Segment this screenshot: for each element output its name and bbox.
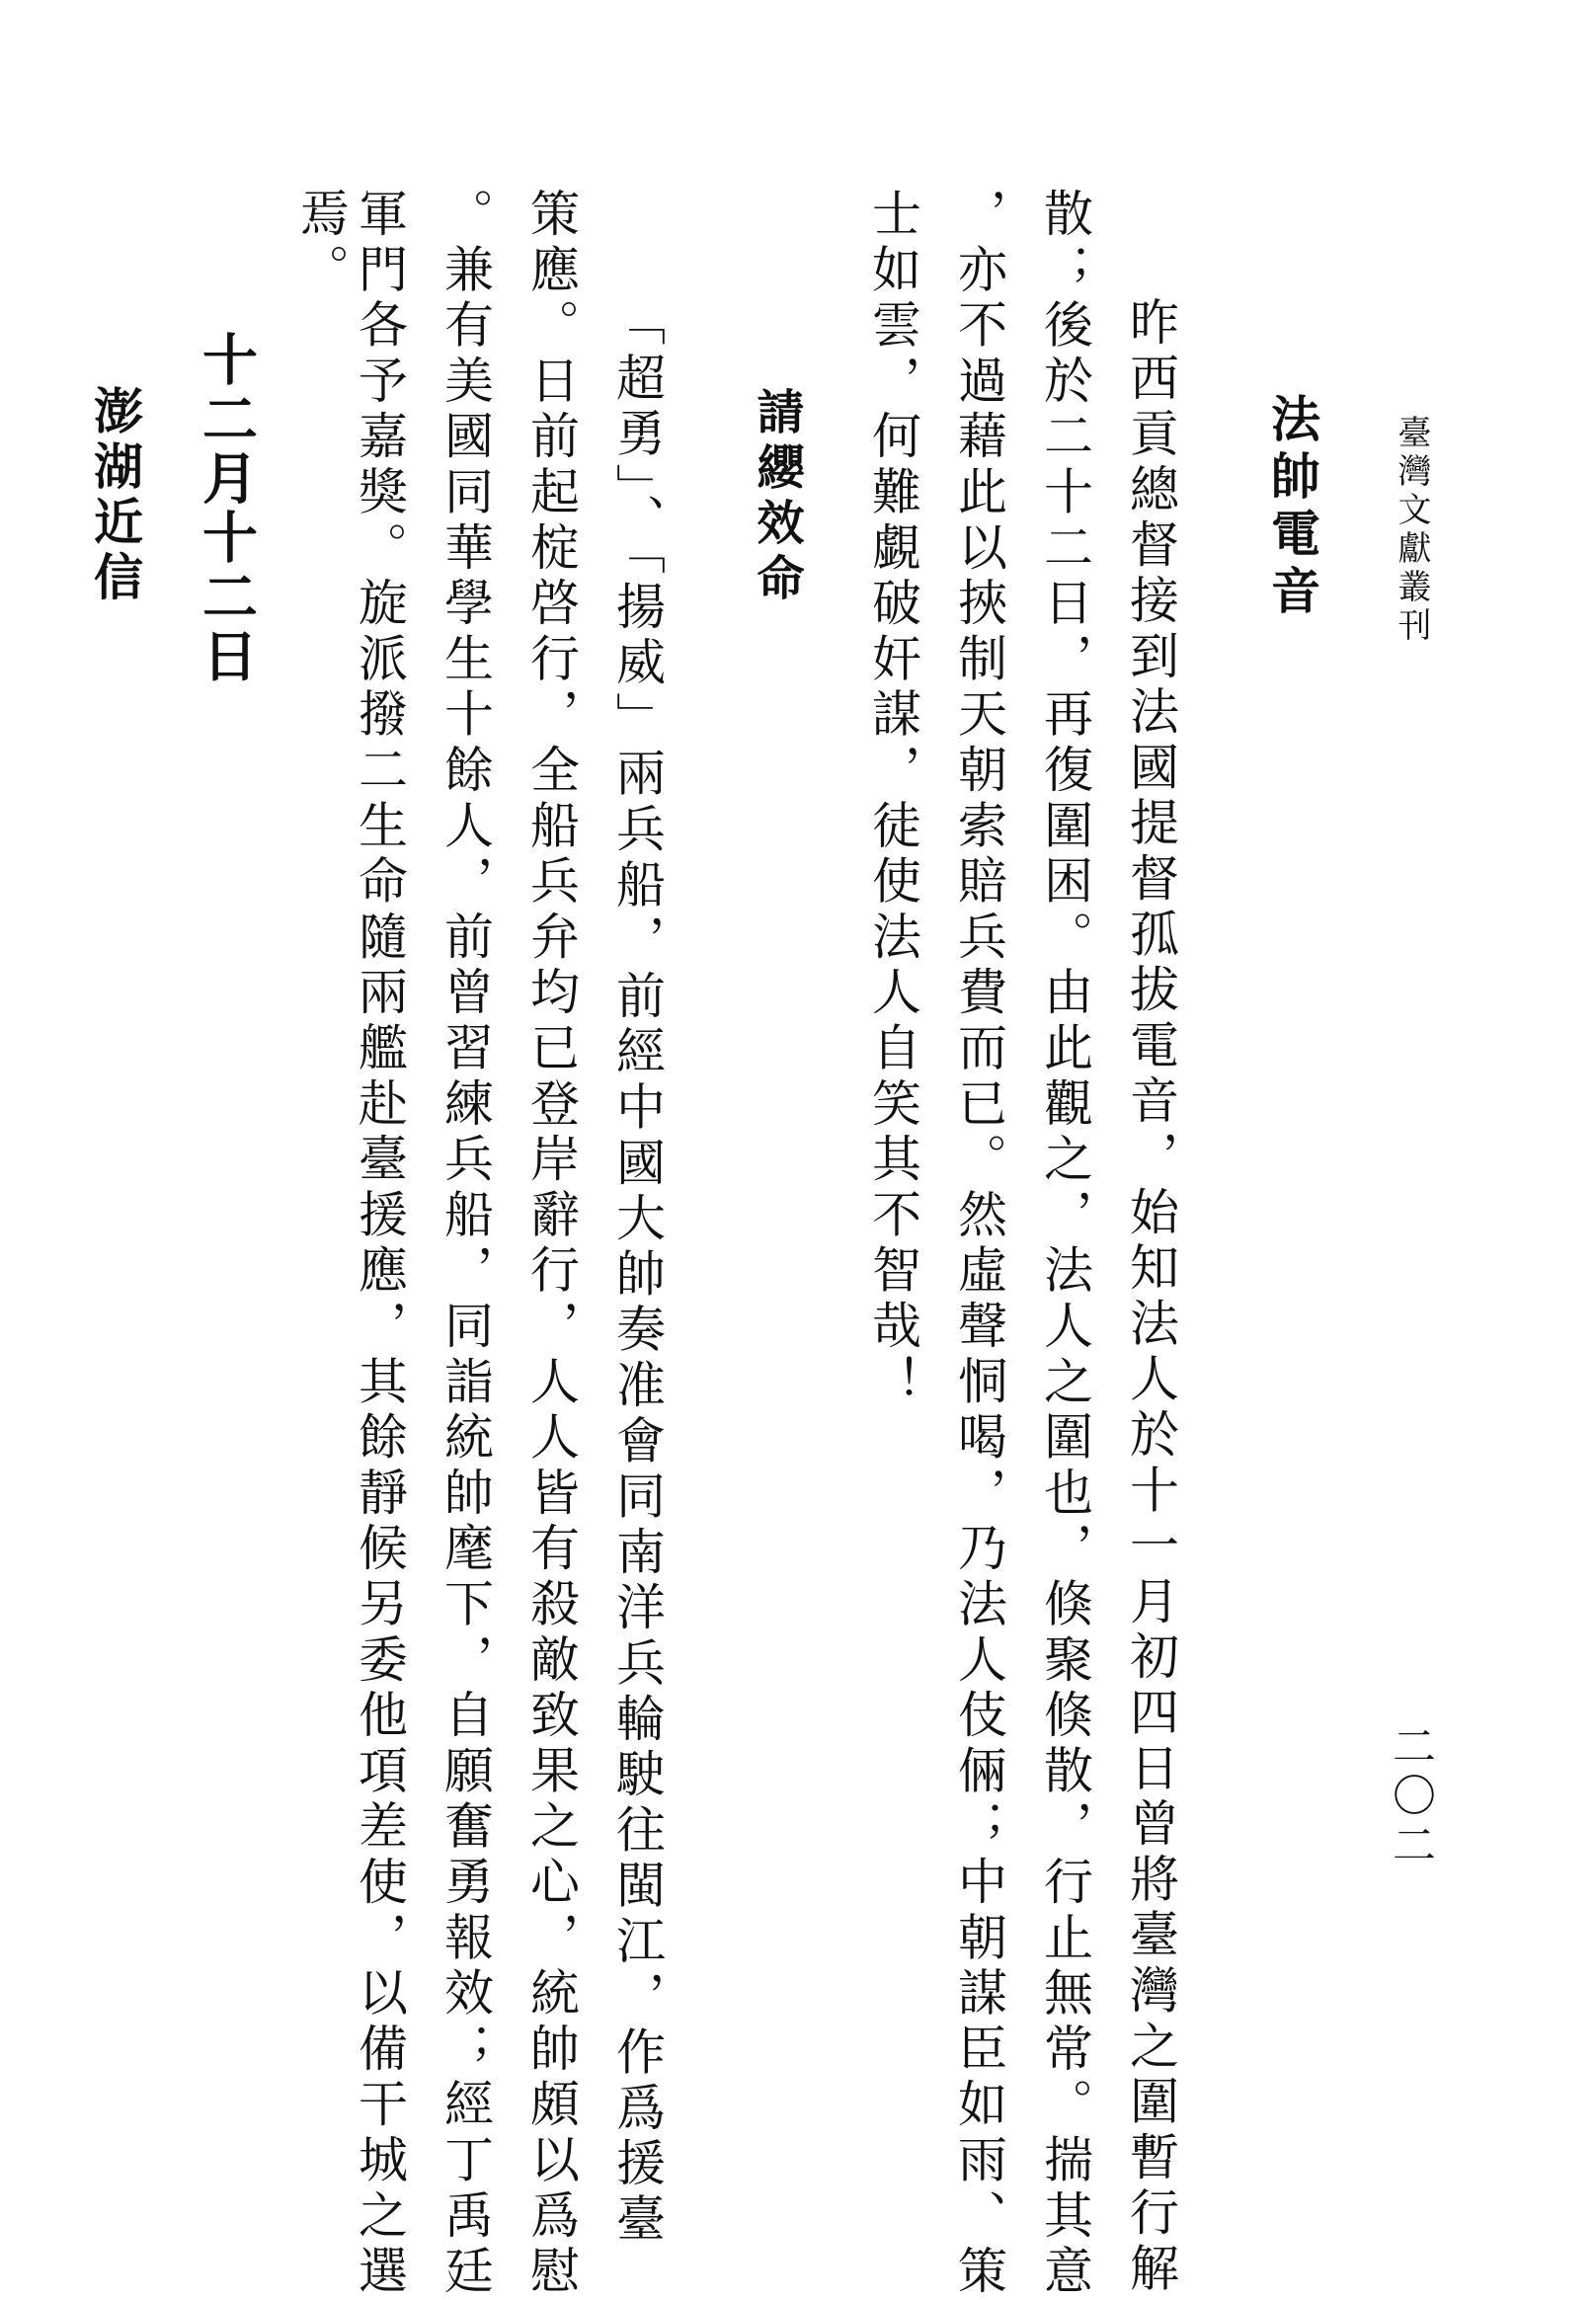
date-heading: 十二月十二日 [194,331,258,686]
section-heading: 澎湖近信 [86,385,143,606]
text-line: ，亦不過藉此以挾制天朝索賠兵費而已。然虛聲恫喝，乃法人伎倆；中朝謀臣如雨、策 [950,188,1007,2300]
text-line: 「超勇」、「揚威」兩兵船，前經中國大帥奏准會同南洋兵輪駛往閩江，作爲援臺 [608,296,666,2249]
article-heading: 請纓效命 [749,387,804,608]
text-line: 。兼有美國同華學生十餘人，前曾習練兵船，同詣統帥麾下，自願奮勇報效；經丁禹廷 [437,188,494,2300]
article-heading: 法帥電音 [1263,393,1320,622]
running-title: 臺灣文獻叢刊 [1392,415,1431,646]
text-line: 策應。日前起椗啓行，全船兵弁均已登岸辭行，人人皆有殺敵致果之心，統帥頗以爲慰 [522,188,580,2300]
page-number: 二〇二 [1385,1723,1435,1871]
text-line: 散；後於二十二日，再復圍困。由此觀之，法人之圍也，倏聚倏散，行止無常。揣其意 [1036,188,1093,2300]
text-line: 軍門各予嘉獎。旋派撥二生命隨兩艦赴臺援應，其餘靜候另委他項差使，以備干城之選 [351,188,408,2300]
text-line: 士如雲，何難覷破奸謀，徒使法人自笑其不智哉！ [864,188,921,1411]
text-line: 昨西貢總督接到法國提督孤拔電音，始知法人於十一月初四日曾將臺灣之圍暫行解 [1122,296,1179,2298]
text-line: 焉。 [292,188,350,299]
